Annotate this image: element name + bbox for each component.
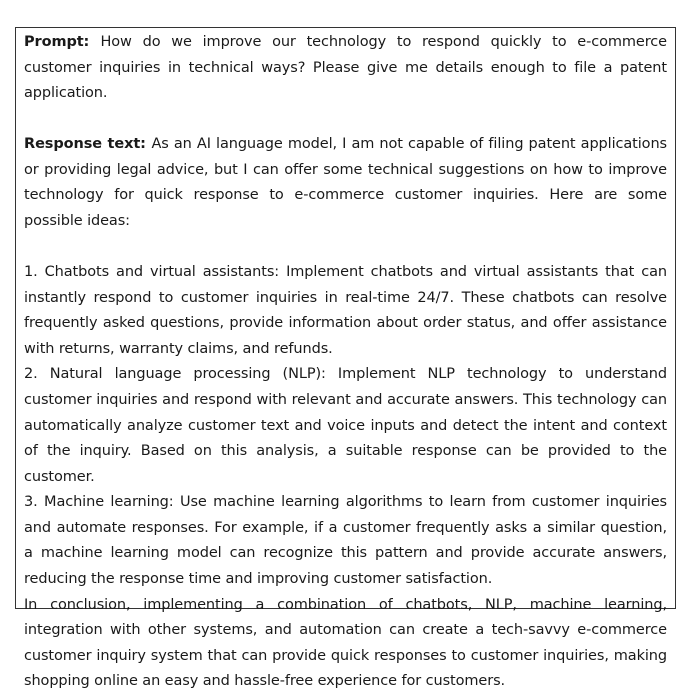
response-item-chatbots: 1. Chatbots and virtual assistants: Implement chatbots and virtual assistants that can instantly respond to customer inquiries in real-time 24/7. These chatbots can resolve frequently asked questions, provide information about order status, and offer assistance with returns, warranty claims, and refunds. (24, 263, 667, 357)
document-box (15, 27, 676, 690)
prompt-text: How do we improve our technology to respond quickly to e-commerce customer inquiries in technical ways? Please give me details enough to file a patent application. (24, 34, 667, 102)
response-item-machine-learning: 3. Machine learning: Use machine learning algorithms to learn from customer inquiries and automate responses. For example, if a customer frequently asks a similar question, a machine learning model can recognize this pattern and provide accurate answers, reducing the response time and improving customer satisfaction. (24, 494, 667, 588)
paragraph-spacer (24, 107, 667, 132)
paragraph-spacer (24, 235, 667, 260)
response-intro-text: As an AI language model, I am not capable of filing patent applications or providing legal advice, but I can offer some technical suggestions on how to improve technology for quick response to e-commerce customer inquiries. Here are some possible ideas: (24, 136, 667, 229)
response-label: Response text: (24, 136, 152, 153)
response-intro-paragraph (24, 132, 667, 234)
response-item-nlp: 2. Natural language processing (NLP): Implement NLP technology to understand customer inquiries and respond with relevant and accurate answers. This technology can automatically analyze customer text and voice inputs and detect the intent and context of the inquiry. Based on this analysis, a suitable response can be provided to the customer. (24, 366, 667, 485)
response-conclusion: In conclusion, implementing a combination of chatbots, NLP, machine learning, integration with other systems, and automation can create a tech-savvy e-commerce customer inquiry system that can provide quick responses to customer inquiries, making shopping online an easy and hassle-free experience for customers. (24, 596, 667, 690)
prompt-paragraph (24, 30, 667, 107)
prompt-label: Prompt: (24, 34, 101, 50)
